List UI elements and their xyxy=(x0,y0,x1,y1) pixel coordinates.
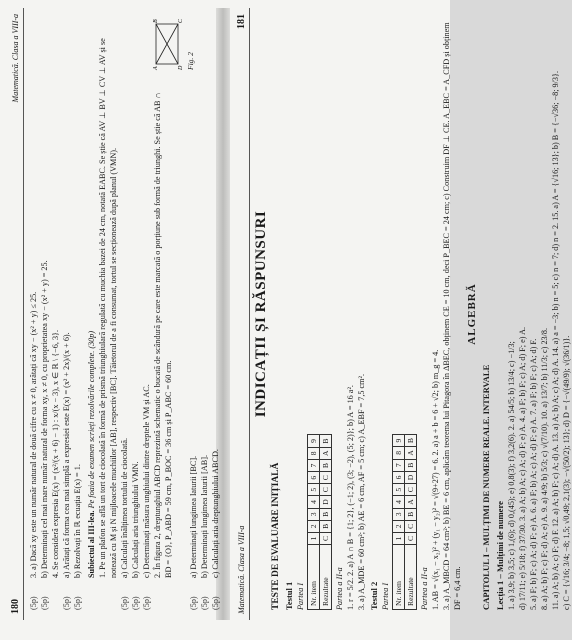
points-label: (5p) xyxy=(189,596,198,610)
vertex-c-label: C xyxy=(178,18,184,23)
figure-label: Fig. 2 xyxy=(186,52,195,70)
test1-title: Testul 1 xyxy=(284,581,294,610)
exercise-text: b) Rezolvați în ℝ ecuația E(x) = 1. xyxy=(73,464,82,578)
table-cell: 7 xyxy=(308,460,320,472)
table-cell: 4 xyxy=(393,496,405,508)
table-row xyxy=(393,435,405,610)
table-header-cell: Nr. item xyxy=(393,545,405,610)
chapter-title: CAPITOLUL I – MULȚIMI DE NUMERE REALE. INTERVALE xyxy=(481,364,491,610)
exercise-text: b) Determinați lungimea laturii [AB]. xyxy=(200,454,209,578)
item-row xyxy=(119,18,130,610)
table-cell: 3 xyxy=(308,508,320,520)
table-cell: 5 xyxy=(308,484,320,496)
table-header-cell: Rezultate xyxy=(405,545,417,610)
exercise-text: a) Determinați lungimea laturii [BC]. xyxy=(189,455,198,578)
exercise-text: a) Arătați că forma cea mai simplă a expresiei este E(x) = (x² + 2x)/(x + 6). xyxy=(62,332,71,578)
table-header-cell: Rezultate xyxy=(320,545,332,610)
answer-line: 3. a) A_MDE = 60 cm²; b) AE = 6 cm, AF = 5 cm; c) A_EBF = 7,5 cm². xyxy=(357,373,366,610)
table-cell: A xyxy=(405,447,417,459)
vertex-a-label: A xyxy=(153,66,159,70)
table-cell: 8 xyxy=(393,447,405,459)
answer-line: 1. AB = √(x₁ − x₂)² + (y₁ − y₂)² = √(9+27) = 6. 2. a) a + b = 6 + √2; b) m_g = 4. xyxy=(431,349,440,610)
table-header-cell: Nr. item xyxy=(308,545,320,610)
vertex-d-label: D xyxy=(178,65,184,70)
table-cell: A xyxy=(320,447,332,459)
section-title: TESTE DE EVALUARE INIȚIALĂ xyxy=(271,462,281,610)
test1-answer-table xyxy=(307,434,332,610)
table-cell: 3 xyxy=(393,508,405,520)
rectangle-figure xyxy=(152,18,195,70)
part2-label: Partea a II-a xyxy=(420,567,429,610)
left-page-number: 180 xyxy=(10,599,21,614)
table-row xyxy=(320,435,332,610)
table-cell: B xyxy=(405,435,417,447)
points-label: (5p) xyxy=(62,596,71,610)
table-cell: 2 xyxy=(308,520,320,532)
table-cell: C xyxy=(320,532,332,544)
table-cell: C xyxy=(405,484,417,496)
points-spacer xyxy=(86,584,97,610)
item-row xyxy=(141,18,152,610)
points-label: (5p) xyxy=(29,596,38,610)
table-cell: 5 xyxy=(393,484,405,496)
answer-line: 1. a) 3,9; b) 3,5; c) 1,(6); d) 0,(45); e) 0,8(3); f) 3,2(6). 2. a) 54/5; b) 13/4; c) −1/3; xyxy=(507,341,516,610)
table-cell: C xyxy=(320,484,332,496)
answer-line: 11. a) A; b) A; c) F; d) F. 12. a) A; b) F; c) A; d) A. 13. a) A; b) A; c) A; d) A. 14. a) a = −3; b) n = 5; c) n = 7; d) n = 2. 15. a) A = {√16; 13}; b) B = {−√36; −8; 9/3}. xyxy=(551,71,560,610)
table-cell: D xyxy=(405,471,417,483)
table-cell: B xyxy=(405,459,417,471)
rectangle-diagram xyxy=(152,18,182,70)
subject3-intro: Pe foaia de examen scrieți rezolvările complete. (30p) xyxy=(87,330,96,509)
table-cell: 6 xyxy=(393,471,405,483)
left-page-header xyxy=(8,8,24,620)
exercise-text: 3. a) Dacă xy este un număr natural de două cifre cu x ≠ 0, arătați că xy − (x² + y) ≤ 25. xyxy=(29,291,38,578)
item-row xyxy=(39,18,50,610)
exercise-text: b) Calculați aria triunghiului VMN. xyxy=(131,461,140,578)
right-page xyxy=(234,8,571,620)
exercise-text: c) Determinați măsura unghiului dintre dreptele VM și AC. xyxy=(142,384,151,578)
item-row xyxy=(188,18,199,610)
answer-line: 5. a) F; b) F; c) A; d) F; e) A. 6. a) F; b) A; c) A; d) F; e) A. 7. a) F; b) F; c) A; d) F. xyxy=(529,338,538,610)
table-cell: 1 xyxy=(308,532,320,544)
item-row xyxy=(210,18,221,610)
answer-line: c) C = {√16; 3/4; −8; 1,5; √0,49; 2,1(3); −√(50/2); 13}; d) D = {−√(49/9); √(36/1)}. xyxy=(562,335,571,610)
table-cell: C xyxy=(320,472,332,484)
points-label: (5p) xyxy=(131,596,140,610)
part1-label: Partea I xyxy=(296,582,305,610)
item-row xyxy=(28,18,39,610)
right-page-header xyxy=(234,8,250,620)
table-cell: B xyxy=(320,435,332,447)
points-label: (5p) xyxy=(142,596,151,610)
subject3-heading xyxy=(86,18,97,610)
table-row xyxy=(308,435,320,610)
exercise-text: 4. Se consideră expresia E(x) = (x²/(x + 6) − 1) : x/(x − 3), x ∈ ℝ \ {−6, 3}. xyxy=(51,329,60,578)
answers-title: INDICAȚII ȘI RĂSPUNSURI xyxy=(253,210,269,418)
right-page-number: 181 xyxy=(236,14,247,29)
lesson-title: Lecția 1 – Mulțimi de numere xyxy=(495,501,505,610)
item-row xyxy=(61,18,72,610)
answer-line: 8. a) A; b) F; c) F; d) A; e) A. 9. a) 4/9; b) 5/3; c) √(7/10). 10. a) 13/7; b) 11/3; c) 23/8. xyxy=(540,327,549,610)
table-cell: A xyxy=(405,496,417,508)
answer-line: 3. a) A_MBCD = 64 cm²; b) BE = 6 cm, aplicăm teorema lui Pitagora în ΔBEC, obținem CE = 10 cm, deci P_BEC = 24 cm; c) Construim DF ⊥ CE. A_EBC = A_CFD și obținem DF = 6,4 cm. xyxy=(442,22,462,610)
exercise-text: a) Calculați înălțimea tortului de ciocolată. xyxy=(120,437,129,578)
algebra-title: ALGEBRĂ xyxy=(466,283,478,345)
exercise-text: b) Determinați cel mai mare număr natural de forma xy, x ≠ 0, cu proprietatea xy − (x² + y) = 25. xyxy=(40,260,49,578)
problem1-text: 1. Pe un plafon se află un tort de ciocolată în formă de prismă triunghiulară regulată cu muchia bazei de 24 cm, notată EABC. Se știe că AV ⊥ BV ⊥ CV ⊥ AV și se notează cu M și N mijloacele muchiilor [AB], respectiv [BC]. Tăietorul de a fi consumat, tortul se secționează după planul (VMN). xyxy=(98,38,118,578)
table-cell: B xyxy=(320,460,332,472)
left-page-content xyxy=(24,8,221,620)
problem1-row xyxy=(97,18,119,610)
points-label: (5p) xyxy=(200,596,209,610)
table-cell: 7 xyxy=(393,459,405,471)
table-cell: 8 xyxy=(308,447,320,459)
points-label xyxy=(50,584,61,610)
vertex-b-label: B xyxy=(153,19,159,23)
problem2-text: 2. În figura 2, dreptunghiul ABCD reprezintă schematic o bucată de scândură pe care este marcată o porțiune sub formă de triunghi. Se știe că AB ∩ BD = {O}, P_ABD = 59 cm, P_BOC = 36 cm și P_ABC = 60 cm. xyxy=(153,92,173,578)
table-cell: 9 xyxy=(393,435,405,447)
exercise-text: c) Calculați aria dreptunghiului ABCD. xyxy=(211,449,220,578)
points-label: (5p) xyxy=(120,596,129,610)
table-cell: D xyxy=(320,496,332,508)
table-row xyxy=(405,435,417,610)
table-cell: 9 xyxy=(308,435,320,447)
table-cell: B xyxy=(320,508,332,520)
table-cell: C xyxy=(405,532,417,544)
table-cell: B xyxy=(405,508,417,520)
item-row xyxy=(130,18,141,610)
points-label: (5p) xyxy=(211,596,220,610)
item-row xyxy=(72,18,83,610)
table-cell: 2 xyxy=(393,520,405,532)
table-cell: 1 xyxy=(393,532,405,544)
points-spacer xyxy=(152,584,188,610)
item-row xyxy=(199,18,210,610)
right-page-content xyxy=(250,8,572,620)
points-label: (5p) xyxy=(40,596,49,610)
subject3-title: Subiectul al III-lea. xyxy=(87,510,96,578)
test2-answer-table xyxy=(392,434,417,610)
table-cell: C xyxy=(405,520,417,532)
part1-label: Partea I xyxy=(381,582,390,610)
right-running-header: Matematică. Clasa a VIII-a xyxy=(237,525,246,614)
answer-line: d) 17/11; e) 5/18; f) 37/30. 3. a) A; b) A; c) A; d) F; e) A. 4. a) F; b) F; c) A; d) F; e) A. xyxy=(518,326,527,610)
table-cell: 6 xyxy=(308,472,320,484)
table-cell: B xyxy=(320,520,332,532)
answer-line: 1. r = 5/2. 2. a) A ∩ B = {1; 2}, (−1; 2), (3; −2), (5; 2)}; b) A = 16 a². xyxy=(346,385,355,610)
points-spacer xyxy=(97,584,119,610)
test2-title: Testul 2 xyxy=(369,581,379,610)
table-cell: 4 xyxy=(308,496,320,508)
left-page xyxy=(8,8,220,620)
points-label: (5p) xyxy=(73,596,82,610)
part2-label: Partea a II-a xyxy=(335,567,344,610)
left-running-header: Matematică. Clasa a VIII-a xyxy=(11,14,20,103)
item-row xyxy=(50,18,61,610)
